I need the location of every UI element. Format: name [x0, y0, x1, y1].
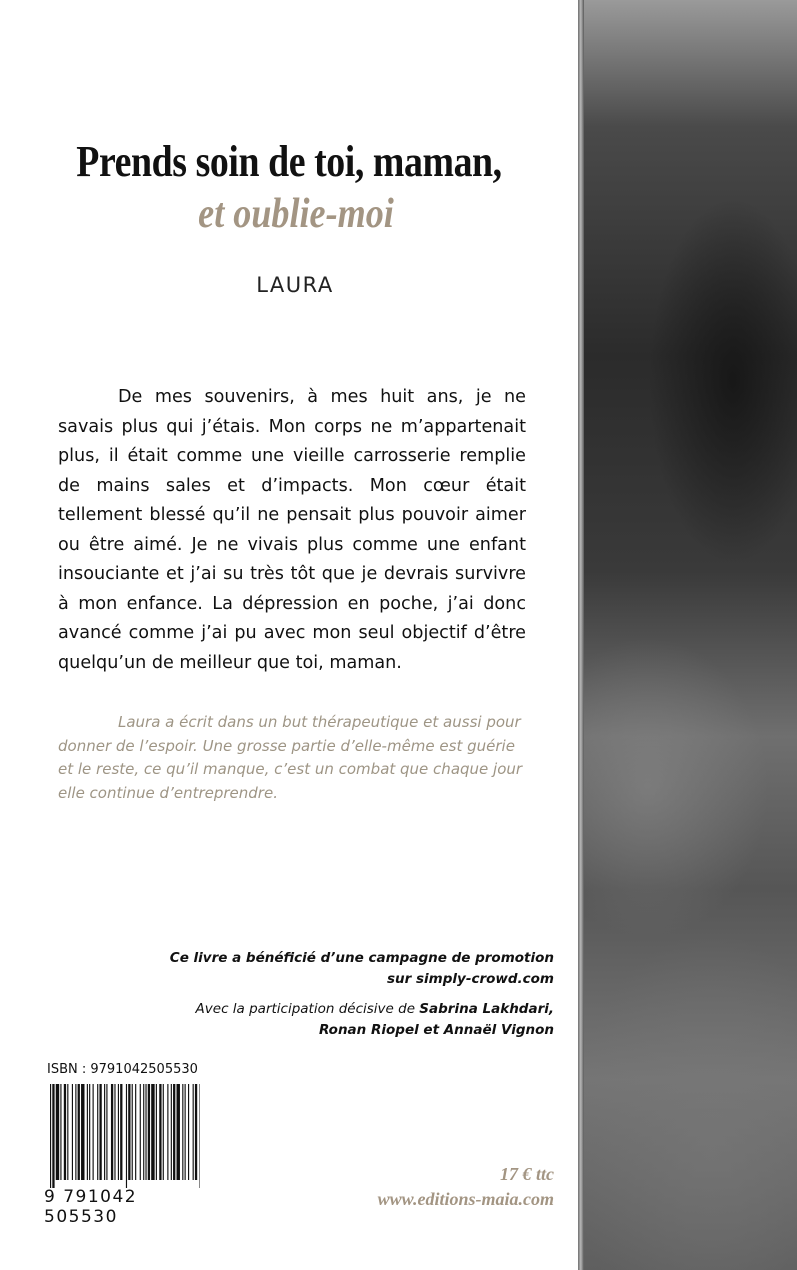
barcode-bar	[67, 1084, 68, 1180]
credits-note	[154, 999, 554, 1041]
barcode-bar	[177, 1084, 180, 1180]
barcode-bar	[114, 1084, 115, 1180]
barcode-bar	[50, 1084, 51, 1188]
cover-photo	[584, 0, 797, 1270]
barcode-bar	[126, 1084, 127, 1188]
barcode-bar	[156, 1084, 157, 1180]
publisher-website: www.editions-maia.com	[377, 1189, 554, 1209]
barcode-bar	[93, 1084, 94, 1180]
book-title-line1: Prends soin de toi, maman,	[76, 137, 502, 186]
barcode-bar	[60, 1084, 61, 1180]
barcode-bar	[193, 1084, 194, 1180]
barcode-bar	[97, 1084, 98, 1180]
barcode-bar	[171, 1084, 172, 1180]
price: 17 € ttc	[500, 1164, 554, 1184]
barcode-bar	[56, 1084, 59, 1180]
barcode-bar	[120, 1084, 122, 1180]
barcode-bar	[128, 1084, 130, 1180]
barcode-bar	[167, 1084, 168, 1180]
synopsis-paragraph: De mes souvenirs, à mes huit ans, je ne savais plus qui j’étais. Mon corps ne m’appartenait plus, il était comme une vieille carrosserie remplie de mains sales et d’impacts. Mon cœur était tellement blessé qu’il ne pensait plus pouvoir aimer ou être aimé. Je ne vivais plus comme une enfant insouciante et j’ai su très tôt que je devrais survivre à mon enfance. La dépression en poche, j’ai donc avancé comme j’ai pu avec mon seul objectif d’être quelqu’un de meilleur que toi, maman.	[58, 387, 526, 673]
promo-note	[154, 948, 554, 990]
barcode-bar	[89, 1084, 90, 1180]
barcode-bar	[72, 1084, 73, 1180]
credits-names-line2: Ronan Riopel et Annaël Vignon	[318, 1022, 554, 1038]
barcode-bar	[163, 1084, 164, 1180]
isbn-label: ISBN : 9791042505530	[47, 1062, 198, 1077]
barcode-bar	[132, 1084, 133, 1180]
barcode-bar	[78, 1084, 80, 1180]
barcode-bar	[118, 1084, 119, 1180]
barcode-bar	[151, 1084, 154, 1180]
promo-line1: Ce livre a bénéficié d’une campagne de promotion	[169, 950, 554, 966]
about-author-paragraph: Laura a écrit dans un but thérapeutique et aussi pour donner de l’espoir. Une grosse partie d’elle-même est guérie et le reste, ce qu’il manque, c’est un combat que chaque jour elle continue d’entreprendre.	[58, 713, 523, 802]
barcode-bar	[143, 1084, 144, 1180]
book-title-line2: et oublie-moi	[198, 191, 394, 237]
barcode-bar	[64, 1084, 66, 1180]
barcode-bar	[159, 1084, 161, 1180]
barcode-bar	[106, 1084, 107, 1180]
barcode-bar	[148, 1084, 150, 1180]
barcode-bar	[195, 1084, 197, 1180]
barcode-bar	[140, 1084, 141, 1180]
barcode-bar	[135, 1084, 136, 1180]
barcode-bar	[111, 1084, 113, 1180]
promo-line2: sur simply-crowd.com	[387, 971, 554, 987]
barcode-digits: 9 791042 505530	[44, 1187, 138, 1227]
barcode-bar	[75, 1084, 76, 1180]
barcode-bar	[104, 1084, 105, 1180]
credits-names-line1: Sabrina Lakhdari,	[419, 1001, 554, 1017]
barcode-bar	[200, 1084, 201, 1188]
barcode-bar	[185, 1084, 186, 1180]
barcode-bar	[87, 1084, 88, 1180]
barcode-bar	[52, 1084, 54, 1188]
barcode-icon	[50, 1084, 200, 1188]
barcode-bar	[99, 1084, 101, 1180]
barcode-bar	[173, 1084, 175, 1180]
barcode-bar	[145, 1084, 146, 1180]
author-name: LAURA	[256, 273, 334, 297]
barcode-bar	[182, 1084, 183, 1180]
credits-prefix: Avec la participation décisive de	[195, 1001, 420, 1017]
barcode-bar	[188, 1084, 189, 1180]
barcode-bar	[81, 1084, 84, 1180]
